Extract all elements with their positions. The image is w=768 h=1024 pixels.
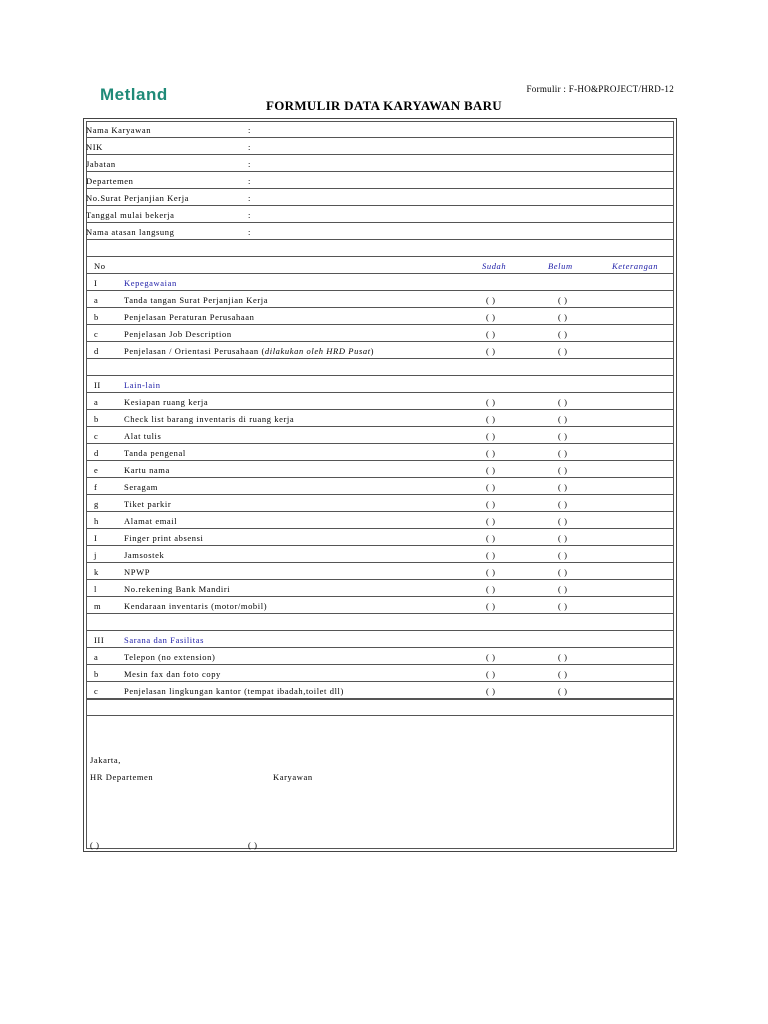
section-title: Lain-lain bbox=[124, 380, 161, 390]
checklist-item-row bbox=[86, 444, 674, 461]
table-header-row bbox=[86, 257, 674, 274]
item-letter: h bbox=[94, 516, 99, 526]
item-text bbox=[124, 312, 254, 322]
item-text bbox=[124, 431, 161, 441]
blank-row bbox=[86, 240, 674, 257]
item-text bbox=[124, 550, 164, 560]
section-title: Kepegawaian bbox=[124, 278, 177, 288]
item-text bbox=[124, 584, 230, 594]
item-letter: j bbox=[94, 550, 97, 560]
item-letter: d bbox=[94, 346, 99, 356]
item-letter: m bbox=[94, 601, 102, 611]
sudah-checkbox: ( ) bbox=[486, 312, 496, 322]
belum-checkbox: ( ) bbox=[558, 567, 568, 577]
item-text-main: Penjelasan Peraturan Perusahaan bbox=[124, 312, 255, 322]
item-text bbox=[124, 329, 232, 339]
item-letter: g bbox=[94, 499, 99, 509]
checklist-item-row bbox=[86, 342, 674, 359]
item-text bbox=[124, 499, 171, 509]
checklist-item-row bbox=[86, 563, 674, 580]
company-logo: Metland bbox=[100, 85, 168, 104]
item-text bbox=[124, 601, 267, 611]
item-letter: a bbox=[94, 652, 99, 662]
belum-checkbox: ( ) bbox=[558, 295, 568, 305]
checklist-item-row bbox=[86, 529, 674, 546]
item-text-main: No.rekening Bank Mandiri bbox=[124, 584, 231, 594]
header-sudah: Sudah bbox=[482, 261, 507, 271]
item-letter: e bbox=[94, 465, 99, 475]
checklist-item-row bbox=[86, 512, 674, 529]
belum-checkbox: ( ) bbox=[558, 550, 568, 560]
item-letter: b bbox=[94, 669, 99, 679]
checklist-item-row bbox=[86, 682, 674, 699]
header-belum: Belum bbox=[548, 261, 573, 271]
item-letter: c bbox=[94, 686, 99, 696]
sudah-checkbox: ( ) bbox=[486, 346, 496, 356]
item-letter: f bbox=[94, 482, 98, 492]
checklist-item-row bbox=[86, 648, 674, 665]
checklist-item-row bbox=[86, 546, 674, 563]
item-text bbox=[124, 397, 208, 407]
item-text-main: Kartu nama bbox=[124, 465, 170, 475]
field-row bbox=[86, 138, 674, 155]
field-row bbox=[86, 223, 674, 240]
header-keterangan: Keterangan bbox=[612, 261, 659, 271]
field-colon: : bbox=[248, 125, 251, 135]
sudah-checkbox: ( ) bbox=[486, 567, 496, 577]
section-row bbox=[86, 376, 674, 393]
item-letter: d bbox=[94, 448, 99, 458]
item-text bbox=[124, 448, 186, 458]
item-text-main: Tanda tangan Surat Perjanjian Kerja bbox=[124, 295, 269, 305]
page-title: FORMULIR DATA KARYAWAN BARU bbox=[266, 98, 502, 113]
field-label: Nama atasan langsung bbox=[86, 227, 175, 237]
item-text-main: Penjelasan Job Description bbox=[124, 329, 232, 339]
item-letter: b bbox=[94, 312, 99, 322]
field-colon: : bbox=[248, 159, 251, 169]
sudah-checkbox: ( ) bbox=[486, 414, 496, 424]
sudah-checkbox: ( ) bbox=[486, 652, 496, 662]
belum-checkbox: ( ) bbox=[558, 652, 568, 662]
item-letter: b bbox=[94, 414, 99, 424]
item-text-main: Seragam bbox=[124, 482, 158, 492]
belum-checkbox: ( ) bbox=[558, 448, 568, 458]
item-text bbox=[124, 414, 294, 424]
field-colon: : bbox=[248, 227, 251, 237]
sudah-checkbox: ( ) bbox=[486, 584, 496, 594]
field-colon: : bbox=[248, 176, 251, 186]
checklist-item-row bbox=[86, 580, 674, 597]
item-letter: I bbox=[94, 533, 98, 543]
item-text-main: NPWP bbox=[124, 567, 151, 577]
item-text bbox=[124, 482, 158, 492]
checklist-item-row bbox=[86, 291, 674, 308]
blank-row bbox=[86, 699, 674, 716]
section-row bbox=[86, 274, 674, 291]
field-label: Tanggal mulai bekerja bbox=[86, 210, 175, 220]
field-colon: : bbox=[248, 193, 251, 203]
sudah-checkbox: ( ) bbox=[486, 397, 496, 407]
header-no: No bbox=[94, 261, 106, 271]
signature-employee-label: Karyawan bbox=[273, 772, 313, 782]
section-number: III bbox=[94, 635, 105, 645]
belum-checkbox: ( ) bbox=[558, 482, 568, 492]
signature-employee-line: ( ) bbox=[248, 840, 258, 850]
section-row bbox=[86, 631, 674, 648]
belum-checkbox: ( ) bbox=[558, 346, 568, 356]
sudah-checkbox: ( ) bbox=[486, 669, 496, 679]
checklist-item-row bbox=[86, 325, 674, 342]
field-label: Departemen bbox=[86, 176, 134, 186]
item-text bbox=[124, 686, 344, 696]
field-row bbox=[86, 155, 674, 172]
field-row bbox=[86, 206, 674, 223]
sudah-checkbox: ( ) bbox=[486, 465, 496, 475]
field-colon: : bbox=[248, 210, 251, 220]
checklist-item-row bbox=[86, 597, 674, 614]
field-label: No.Surat Perjanjian Kerja bbox=[86, 193, 190, 203]
signature-hr-label: HR Departemen bbox=[90, 772, 154, 782]
form-code: Formulir : F-HO&PROJECT/HRD-12 bbox=[526, 84, 674, 94]
blank-row bbox=[86, 359, 674, 376]
item-text bbox=[124, 346, 374, 356]
item-text-main: Kesiapan ruang kerja bbox=[124, 397, 209, 407]
sudah-checkbox: ( ) bbox=[486, 550, 496, 560]
field-row bbox=[86, 189, 674, 206]
checklist-item-row bbox=[86, 665, 674, 682]
sudah-checkbox: ( ) bbox=[486, 516, 496, 526]
item-text-main: Kendaraan inventaris (motor/mobil) bbox=[124, 601, 268, 611]
item-letter: c bbox=[94, 431, 99, 441]
sudah-checkbox: ( ) bbox=[486, 295, 496, 305]
item-text bbox=[124, 669, 221, 679]
item-text bbox=[124, 295, 268, 305]
sudah-checkbox: ( ) bbox=[486, 533, 496, 543]
item-letter: c bbox=[94, 329, 99, 339]
sudah-checkbox: ( ) bbox=[486, 686, 496, 696]
item-text-main: Tanda pengenal bbox=[124, 448, 186, 458]
belum-checkbox: ( ) bbox=[558, 669, 568, 679]
item-letter: a bbox=[94, 295, 99, 305]
section-title: Sarana dan Fasilitas bbox=[124, 635, 204, 645]
checklist-item-row bbox=[86, 308, 674, 325]
signature-hr-line: ( ) bbox=[90, 840, 100, 850]
item-text-main: Finger print absensi bbox=[124, 533, 204, 543]
item-text-close: ) bbox=[370, 346, 375, 356]
sudah-checkbox: ( ) bbox=[486, 499, 496, 509]
item-text bbox=[124, 652, 215, 662]
sudah-checkbox: ( ) bbox=[486, 431, 496, 441]
belum-checkbox: ( ) bbox=[558, 533, 568, 543]
checklist-item-row bbox=[86, 478, 674, 495]
item-text-note: dilakukan oleh HRD Pusat bbox=[264, 346, 371, 356]
item-text-main: Jamsostek bbox=[124, 550, 165, 560]
belum-checkbox: ( ) bbox=[558, 414, 568, 424]
item-letter: a bbox=[94, 397, 99, 407]
item-text bbox=[124, 567, 150, 577]
item-text-main: Tiket parkir bbox=[124, 499, 172, 509]
checklist-item-row bbox=[86, 495, 674, 512]
item-text bbox=[124, 516, 177, 526]
checklist-item-row bbox=[86, 461, 674, 478]
checklist-item-row bbox=[86, 393, 674, 410]
belum-checkbox: ( ) bbox=[558, 499, 568, 509]
checklist-item-row bbox=[86, 427, 674, 444]
item-text-main: Alat tulis bbox=[124, 431, 162, 441]
item-text-main: Penjelasan / Orientasi Perusahaan ( bbox=[124, 346, 265, 356]
item-letter: k bbox=[94, 567, 99, 577]
belum-checkbox: ( ) bbox=[558, 601, 568, 611]
sudah-checkbox: ( ) bbox=[486, 329, 496, 339]
belum-checkbox: ( ) bbox=[558, 686, 568, 696]
sudah-checkbox: ( ) bbox=[486, 601, 496, 611]
checklist-item-row bbox=[86, 410, 674, 427]
sudah-checkbox: ( ) bbox=[486, 482, 496, 492]
item-text-main: Alamat email bbox=[124, 516, 178, 526]
belum-checkbox: ( ) bbox=[558, 584, 568, 594]
item-text-main: Telepon (no extension) bbox=[124, 652, 216, 662]
belum-checkbox: ( ) bbox=[558, 516, 568, 526]
item-text bbox=[124, 533, 204, 543]
signature-city: Jakarta, bbox=[90, 755, 121, 765]
sudah-checkbox: ( ) bbox=[486, 448, 496, 458]
field-row bbox=[86, 121, 674, 138]
belum-checkbox: ( ) bbox=[558, 312, 568, 322]
item-text bbox=[124, 465, 170, 475]
section-number: II bbox=[94, 380, 101, 390]
item-text-main: Penjelasan lingkungan kantor (tempat ibadah,toilet dll) bbox=[124, 686, 344, 696]
section-number: I bbox=[94, 278, 98, 288]
blank-row bbox=[86, 614, 674, 631]
field-label: Nama Karyawan bbox=[86, 125, 152, 135]
item-letter: l bbox=[94, 584, 97, 594]
field-label: NIK bbox=[86, 142, 103, 152]
item-text-main: Mesin fax dan foto copy bbox=[124, 669, 221, 679]
field-row bbox=[86, 172, 674, 189]
item-text-main: Check list barang inventaris di ruang kerja bbox=[124, 414, 295, 424]
belum-checkbox: ( ) bbox=[558, 431, 568, 441]
belum-checkbox: ( ) bbox=[558, 465, 568, 475]
belum-checkbox: ( ) bbox=[558, 329, 568, 339]
field-label: Jabatan bbox=[86, 159, 116, 169]
field-colon: : bbox=[248, 142, 251, 152]
belum-checkbox: ( ) bbox=[558, 397, 568, 407]
